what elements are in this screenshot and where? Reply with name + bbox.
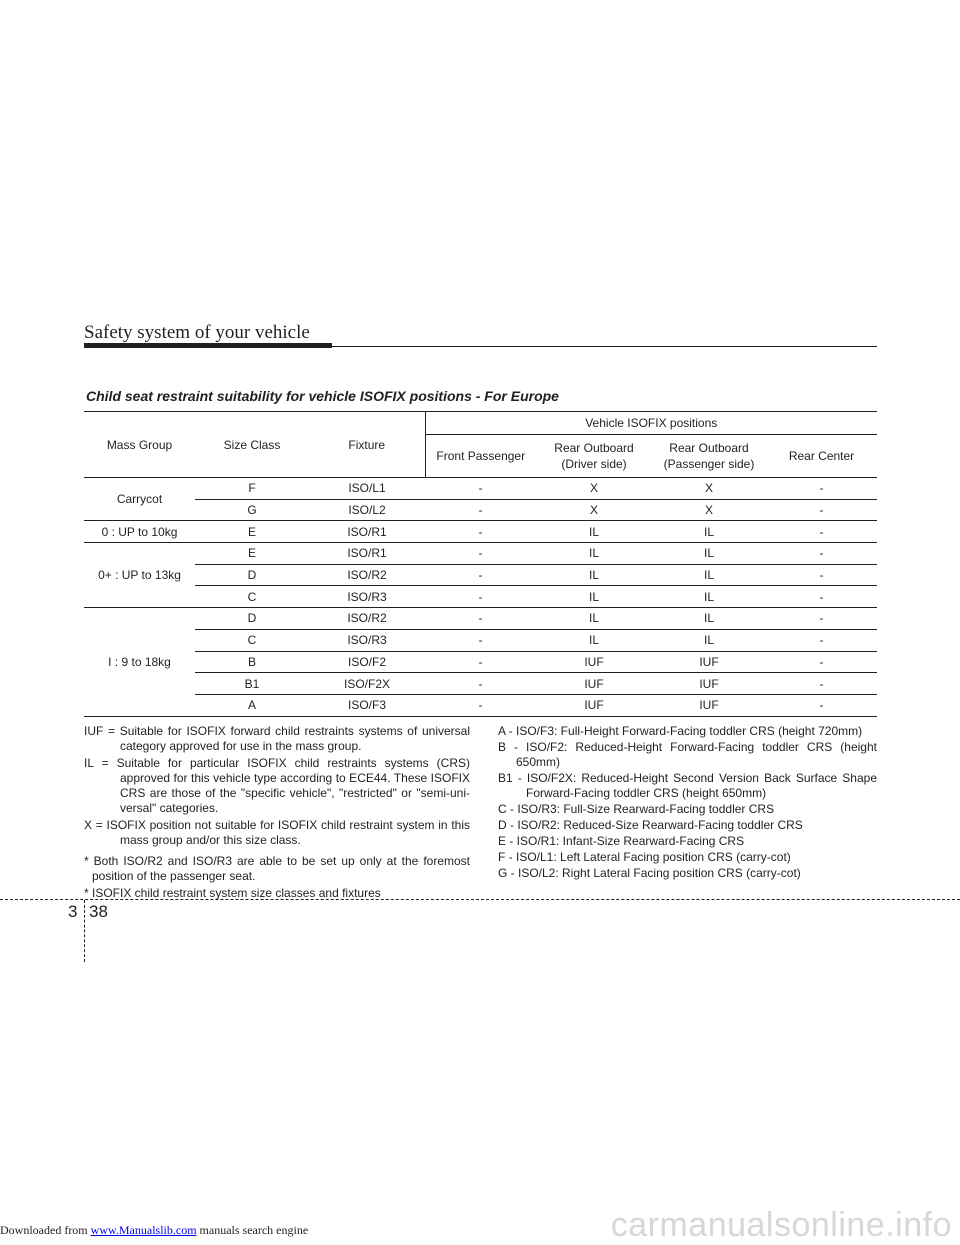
rear-center-cell: - <box>766 651 877 673</box>
header-rear-center: Rear Center <box>766 435 877 478</box>
isofix-suitability-table <box>84 411 877 717</box>
rear-outboard-passenger-cell: IUF <box>652 651 766 673</box>
rear-center-cell: - <box>766 543 877 565</box>
manualslib-link[interactable]: www.Manualslib.com <box>90 1223 197 1237</box>
front-passenger-cell: - <box>425 673 536 695</box>
section-rule-thick <box>84 343 332 348</box>
rear-outboard-passenger-cell: X <box>652 478 766 500</box>
table-row <box>84 629 877 651</box>
size-class-a: A - ISO/F3: Full-Height Forward-Facing toddler CRS (height 720mm) <box>498 724 863 738</box>
size-class-g: G - ISO/L2: Right Lateral Facing position CRS (carry-cot) <box>498 866 801 880</box>
fixture-cell: ISO/R3 <box>309 586 425 608</box>
header-vehicle-isofix-positions: Vehicle ISOFIX positions <box>425 412 877 435</box>
size-class-cell: E <box>195 521 309 543</box>
page-margin-dashed <box>84 900 85 962</box>
footer-suffix: manuals search engine <box>196 1223 309 1237</box>
fixture-cell: ISO/F3 <box>309 694 425 716</box>
size-class-f: F - ISO/L1: Left Lateral Facing position CRS (carry-cot) <box>498 850 791 864</box>
rear-center-cell: - <box>766 521 877 543</box>
table-row <box>84 586 877 608</box>
table-row <box>84 564 877 586</box>
rear-outboard-passenger-cell: IUF <box>652 673 766 695</box>
rear-center-cell: - <box>766 499 877 521</box>
note-star-2: * ISOFIX child restraint system size classes and fixtures <box>84 886 381 900</box>
table-row <box>84 694 877 716</box>
header-rear-outboard-passenger-line1: Rear Outboard <box>669 441 749 455</box>
note-il: IL = Suitable for particular ISOFIX child restraints systems (CRS) approved for this vehicle type according to ECE44. These ISOFIX CRS are those of the "specific vehicle", "restricted" or "semi-uni- versal" categories. <box>84 756 470 815</box>
table-row <box>84 651 877 673</box>
header-rear-outboard-passenger-line2: (Passenger side) <box>663 457 755 471</box>
fixture-cell: ISO/R3 <box>309 629 425 651</box>
note-x: X = ISOFIX position not suitable for ISOFIX child restraint system in this mass group and/or this size class. <box>84 818 470 847</box>
size-class-cell: F <box>195 478 309 500</box>
fixture-cell: ISO/R1 <box>309 543 425 565</box>
rear-center-cell: - <box>766 694 877 716</box>
header-rear-outboard-driver <box>536 435 652 478</box>
rear-outboard-driver-cell: X <box>536 478 652 500</box>
header-rear-outboard-driver-line1: Rear Outboard <box>554 441 634 455</box>
size-class-cell: C <box>195 586 309 608</box>
legend-notes-left <box>84 724 470 901</box>
legend-notes-right <box>498 724 877 882</box>
front-passenger-cell: - <box>425 651 536 673</box>
footer-prefix: Downloaded from <box>0 1223 91 1237</box>
fixture-cell: ISO/L1 <box>309 478 425 500</box>
front-passenger-cell: - <box>425 608 536 630</box>
rear-center-cell: - <box>766 564 877 586</box>
rear-outboard-driver-cell: X <box>536 499 652 521</box>
header-rear-outboard-passenger <box>652 435 766 478</box>
front-passenger-cell: - <box>425 521 536 543</box>
size-class-c: C - ISO/R3: Full-Size Rearward-Facing toddler CRS <box>498 802 775 816</box>
rear-center-cell: - <box>766 608 877 630</box>
section-rule-thin <box>332 346 877 347</box>
mass-group-cell: I : 9 to 18kg <box>84 608 195 716</box>
table-row <box>84 521 877 543</box>
size-class-cell: D <box>195 564 309 586</box>
rear-outboard-driver-cell: IL <box>536 629 652 651</box>
mass-group-cell: 0+ : UP to 13kg <box>84 543 195 608</box>
front-passenger-cell: - <box>425 478 536 500</box>
size-class-cell: E <box>195 543 309 565</box>
table-row <box>84 478 877 500</box>
rear-outboard-driver-cell: IL <box>536 543 652 565</box>
header-size-class: Size Class <box>195 412 309 478</box>
header-mass-group: Mass Group <box>84 412 195 478</box>
front-passenger-cell: - <box>425 499 536 521</box>
size-class-b: B - ISO/F2: Reduced-Height Forward-Facing toddler CRS (height 650mm) <box>498 740 877 769</box>
rear-outboard-driver-cell: IUF <box>536 673 652 695</box>
header-fixture: Fixture <box>309 412 425 478</box>
front-passenger-cell: - <box>425 543 536 565</box>
front-passenger-cell: - <box>425 694 536 716</box>
header-front-passenger: Front Passenger <box>425 435 536 478</box>
rear-outboard-passenger-cell: IL <box>652 608 766 630</box>
page-section-number: 3 <box>68 902 78 921</box>
size-class-cell: G <box>195 499 309 521</box>
page-number: 38 <box>89 902 108 921</box>
size-class-cell: B <box>195 651 309 673</box>
size-class-cell: B1 <box>195 673 309 695</box>
table-body <box>84 478 877 717</box>
size-class-cell: D <box>195 608 309 630</box>
rear-outboard-driver-cell: IUF <box>536 651 652 673</box>
size-class-cell: A <box>195 694 309 716</box>
rear-outboard-driver-cell: IL <box>536 521 652 543</box>
rear-outboard-passenger-cell: IL <box>652 586 766 608</box>
rear-center-cell: - <box>766 478 877 500</box>
rear-center-cell: - <box>766 673 877 695</box>
size-class-e: E - ISO/R1: Infant-Size Rearward-Facing CRS <box>498 834 745 848</box>
rear-outboard-driver-cell: IL <box>536 564 652 586</box>
section-title: Safety system of your vehicle <box>84 322 310 343</box>
watermark: carmanualsonline.info <box>610 1206 952 1244</box>
rear-center-cell: - <box>766 629 877 651</box>
rear-outboard-passenger-cell: IL <box>652 521 766 543</box>
page-divider-dashed <box>0 899 960 900</box>
front-passenger-cell: - <box>425 629 536 651</box>
rear-outboard-driver-cell: IL <box>536 608 652 630</box>
fixture-cell: ISO/F2 <box>309 651 425 673</box>
front-passenger-cell: - <box>425 586 536 608</box>
size-class-cell: C <box>195 629 309 651</box>
fixture-cell: ISO/R2 <box>309 608 425 630</box>
table-title: Child seat restraint suitability for vehicle ISOFIX positions - For Europe <box>86 388 559 404</box>
table-row <box>84 673 877 695</box>
rear-outboard-passenger-cell: IUF <box>652 694 766 716</box>
note-star-1: * Both ISO/R2 and ISO/R3 are able to be set up only at the foremost position of the passenger seat. <box>84 854 470 883</box>
size-class-b1: B1 - ISO/F2X: Reduced-Height Second Version Back Surface Shape Forward-Facing toddler CRS (height 650mm) <box>498 771 877 800</box>
table-row <box>84 499 877 521</box>
mass-group-cell: Carrycot <box>84 478 195 521</box>
rear-outboard-passenger-cell: IL <box>652 564 766 586</box>
fixture-cell: ISO/R1 <box>309 521 425 543</box>
rear-outboard-driver-cell: IL <box>536 586 652 608</box>
note-iuf: IUF = Suitable for ISOFIX forward child restraints systems of universal category approved for use in the mass group. <box>84 724 470 753</box>
rear-outboard-passenger-cell: IL <box>652 543 766 565</box>
table-row <box>84 543 877 565</box>
rear-outboard-passenger-cell: IL <box>652 629 766 651</box>
fixture-cell: ISO/F2X <box>309 673 425 695</box>
table-row <box>84 608 877 630</box>
rear-outboard-passenger-cell: X <box>652 499 766 521</box>
front-passenger-cell: - <box>425 564 536 586</box>
download-footer <box>0 1223 308 1238</box>
fixture-cell: ISO/L2 <box>309 499 425 521</box>
rear-center-cell: - <box>766 586 877 608</box>
header-rear-outboard-driver-line2: (Driver side) <box>561 457 627 471</box>
fixture-cell: ISO/R2 <box>309 564 425 586</box>
rear-outboard-driver-cell: IUF <box>536 694 652 716</box>
mass-group-cell: 0 : UP to 10kg <box>84 521 195 543</box>
size-class-d: D - ISO/R2: Reduced-Size Rearward-Facing toddler CRS <box>498 818 803 832</box>
